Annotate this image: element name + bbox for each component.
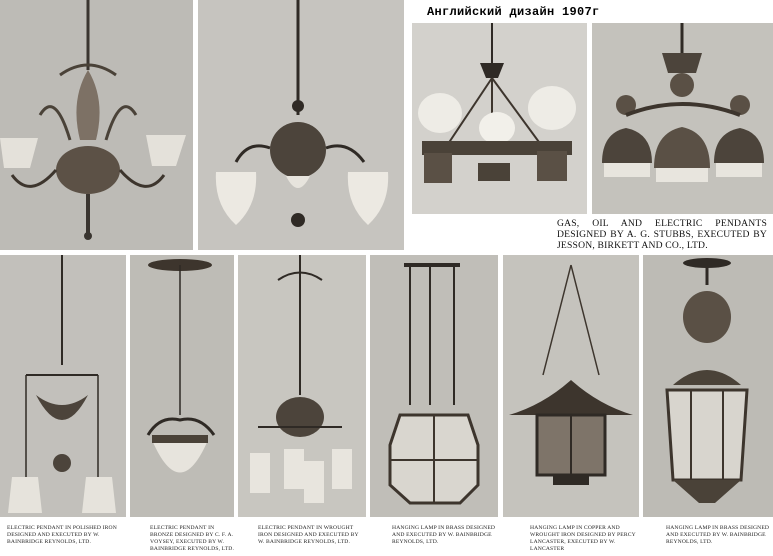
brass-lantern-illustration: [370, 255, 498, 517]
photo-wrought-iron-pendant: [238, 255, 366, 517]
caption-iron-pendant: ELECTRIC PENDANT IN POLISHED IRON DESIGNED AND EXECUTED BY W. BAINBRIDGE REYNOLDS, LTD.: [7, 525, 117, 545]
wrought-iron-pendant-illustration: [238, 255, 366, 517]
caption-wrought-iron-pendant: ELECTRIC PENDANT IN WROUGHT IRON DESIGNED AND EXECUTED BY W. BAINBRIDGE REYNOLDS, LTD.: [258, 525, 359, 545]
top-caption: GAS, OIL AND ELECTRIC PENDANTS DESIGNED BY A. G. STUBBS, EXECUTED BY JESSON, BIRKETT AND CO., LTD.: [557, 218, 767, 251]
globe-pendant-illustration: [198, 0, 404, 250]
photo-hexagonal-lantern: [643, 255, 773, 517]
photo-copper-lantern: [503, 255, 639, 517]
page-title: Английский дизайн 1907г: [427, 5, 600, 19]
photo-electric-pendant: [592, 23, 773, 214]
electric-pendant-illustration: [592, 23, 773, 214]
iron-pendant-illustration: [0, 255, 126, 517]
copper-lantern-illustration: [503, 255, 639, 517]
oil-pendant-illustration: [412, 23, 587, 214]
bronze-pendant-illustration: [130, 255, 234, 517]
photo-oil-pendant: [412, 23, 587, 214]
caption-copper-lantern: HANGING LAMP IN COPPER AND WROUGHT IRON DESIGNED BY PERCY LANCASTER, EXECUTED BY W. LANCASTER: [530, 525, 636, 552]
caption-bronze-pendant: ELECTRIC PENDANT IN BRONZE DESIGNED BY C. F. A. VOYSEY, EXECUTED BY W. BAINBRIDGE REYNOLDS, LTD.: [150, 525, 235, 552]
caption-hexagonal-lantern: HANGING LAMP IN BRASS DESIGNED AND EXECUTED BY W. BAINBRIDGE REYNOLDS, LTD.: [666, 525, 770, 545]
hexagonal-lantern-illustration: [643, 255, 773, 517]
brass-chandelier-illustration: [0, 0, 193, 250]
caption-brass-lantern: HANGING LAMP IN BRASS DESIGNED AND EXECUTED BY W. BAINBRIDGE REYNOLDS, LTD.: [392, 525, 496, 545]
photo-iron-pendant: [0, 255, 126, 517]
photo-globe-pendant: [198, 0, 404, 250]
photo-bronze-pendant: [130, 255, 234, 517]
photo-brass-chandelier: [0, 0, 193, 250]
photo-brass-lantern: [370, 255, 498, 517]
